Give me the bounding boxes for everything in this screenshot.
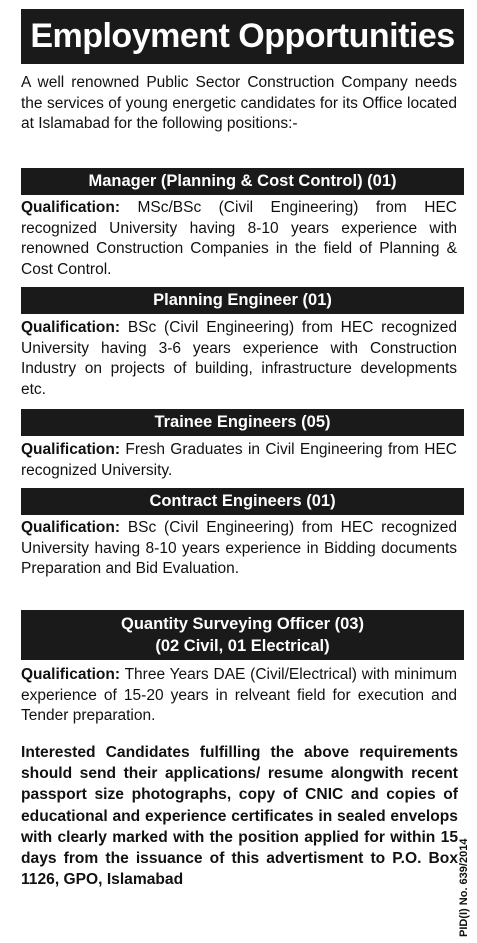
position-header-trainee-engineers <box>21 409 464 436</box>
qualification-label: Qualification: <box>21 199 121 216</box>
qualification-text: Three Years DAE (Civil/Electrical) with minimum experience of 15-20 years in relveant field for execution and Tender preparation. <box>21 666 458 725</box>
position-header-quantity-surveying-officer <box>21 610 464 660</box>
position-subtitle: (02 Civil, 01 Electrical) <box>155 637 330 655</box>
qualification-text: MSc/BSc (Civil Engineering) from HEC recognized University having 8-10 years experience with renowned Construction Companies in the field of Planning & Cost Control. <box>21 199 457 278</box>
position-title: Quantity Surveying Officer (03) <box>121 615 364 633</box>
position-qualification-contract-engineers <box>21 518 457 580</box>
page-title-text: Employment Opportunities <box>30 17 455 55</box>
position-header-planning-engineer <box>21 287 464 314</box>
position-header-contract-engineers <box>21 488 464 515</box>
qualification-text: Fresh Graduates in Civil Engineering from HEC recognized University. <box>21 441 457 479</box>
position-qualification-manager <box>21 198 457 280</box>
qualification-label: Qualification: <box>21 319 121 336</box>
qualification-label: Qualification: <box>21 666 121 683</box>
pid-reference: PID(I) No. 639/2014 <box>458 838 470 937</box>
qualification-text: BSc (Civil Engineering) from HEC recognized University having 3-6 years experience with Construction Industry on projects of building, infrastructure developments etc. <box>21 319 457 398</box>
position-qualification-planning-engineer <box>21 318 457 400</box>
qualification-label: Qualification: <box>21 441 121 458</box>
position-title: Contract Engineers (01) <box>149 492 336 510</box>
position-title: Manager (Planning & Cost Control) (01) <box>88 172 397 190</box>
position-qualification-trainee-engineers <box>21 440 457 481</box>
qualification-text: BSc (Civil Engineering) from HEC recognized University having 8-10 years experience in Bidding documents Preparation and Bid Evaluation. <box>21 519 457 578</box>
position-header-manager <box>21 168 464 195</box>
page-title <box>21 9 464 64</box>
position-title: Trainee Engineers (05) <box>154 413 331 431</box>
intro-paragraph: A well renowned Public Sector Construction Company needs the services of young energetic candidates for its Office located at Islamabad for the following positions:- <box>21 74 457 133</box>
position-qualification-quantity-surveying-officer <box>21 665 457 727</box>
qualification-label: Qualification: <box>21 519 121 536</box>
position-title: Planning Engineer (01) <box>153 291 332 309</box>
application-instructions: Interested Candidates fulfilling the above requirements should send their applications/ resume alongwith recent passport size photographs, copy of CNIC and copies of educational and experience certificates in sealed envelops with clearly marked with the position applied for within 15 days from the issuance of this advertisment to P.O. Box 1126, GPO, Islamabad <box>21 744 458 889</box>
